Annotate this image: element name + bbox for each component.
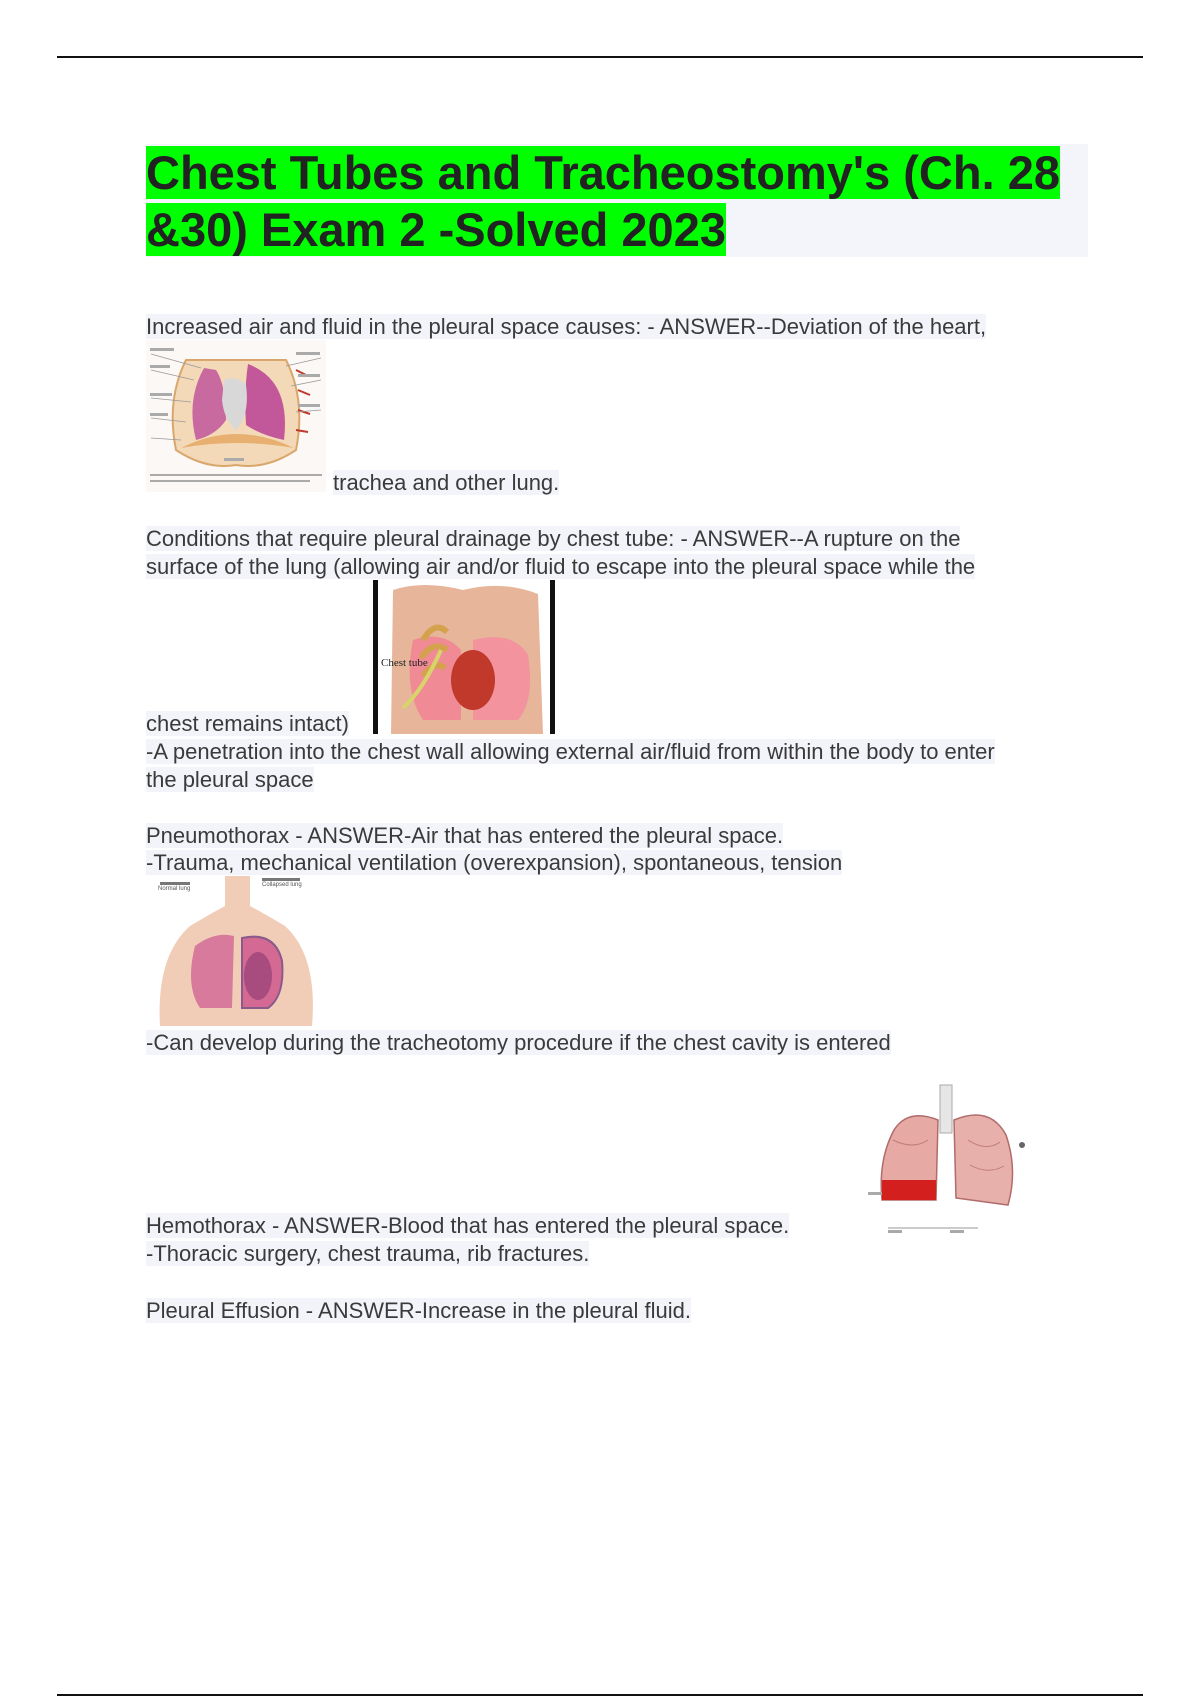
item-4-answer-line-1: -Thoracic surgery, chest trauma, rib fractures.	[146, 1241, 590, 1266]
collapsed-lung-label: Collapsed lung	[262, 882, 302, 888]
item-2-answer-line-2: chest remains intact)	[146, 711, 349, 736]
pneumothorax-diagram-image	[150, 876, 324, 1028]
item-3-answer-line-2: -Can develop during the tracheotomy procedure if the chest cavity is entered	[146, 1030, 891, 1055]
item-2-answer-line-3: -A penetration into the chest wall allowing external air/fluid from within the body to enter	[146, 739, 995, 764]
normal-lung-label: Normal lung	[158, 886, 191, 892]
item-1-question: Increased air and fluid in the pleural space causes: - ANSWER--Deviation of the heart,	[146, 314, 987, 339]
hemothorax-diagram-image	[858, 1080, 1030, 1240]
chest-tube-label: Chest tube	[381, 657, 428, 669]
item-2-answer-line-4: the pleural space	[146, 767, 314, 792]
item-3-answer-line-1: -Trauma, mechanical ventilation (overexpansion), spontaneous, tension	[146, 850, 843, 875]
item-2-answer-line-1: surface of the lung (allowing air and/or fluid to escape into the pleural space while the	[146, 554, 976, 579]
title-line-1: Chest Tubes and Tracheostomy's (Ch. 28	[146, 146, 1060, 199]
pleural-space-diagram-image	[146, 340, 326, 492]
bottom-rule	[57, 1694, 1143, 1696]
item-3-question: Pneumothorax - ANSWER-Air that has entered the pleural space.	[146, 823, 784, 848]
top-rule	[57, 56, 1143, 58]
chest-tube-diagram-image	[373, 580, 555, 734]
item-2-question: Conditions that require pleural drainage by chest tube: - ANSWER--A rupture on the	[146, 526, 961, 551]
item-4-question: Hemothorax - ANSWER-Blood that has entered the pleural space.	[146, 1213, 790, 1238]
item-1-answer-continuation: trachea and other lung.	[333, 470, 560, 495]
title-line-2: &30) Exam 2 -Solved 2023	[146, 203, 726, 256]
item-5-question: Pleural Effusion - ANSWER-Increase in the pleural fluid.	[146, 1298, 691, 1323]
page-title	[146, 144, 1086, 258]
